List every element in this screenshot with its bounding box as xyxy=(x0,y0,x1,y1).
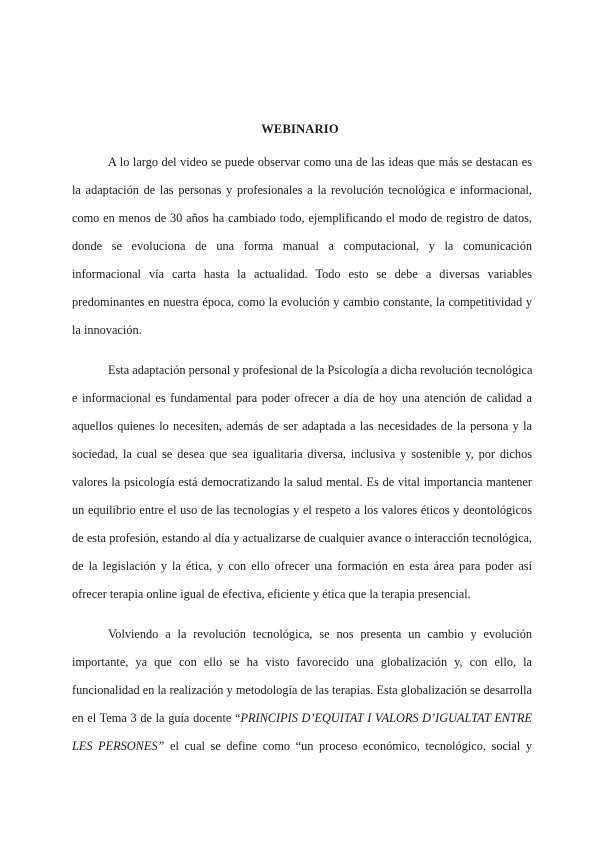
paragraph-2-line-2: e informacional es fundamental para poder ofrecer a día de hoy una atención de calidad a xyxy=(72,391,532,405)
paragraph-2-line-4: sociedad, la cual se desea que sea igualitaria diversa, inclusiva y sostenible y, por dichos xyxy=(72,447,532,461)
paragraph-2-line-6: un equilibrio entre el uso de las tecnologías y el respeto a los valores éticos y deontológicos xyxy=(72,503,532,517)
paragraph-1-line-4: donde se evoluciona de una forma manual a computacional, y la comunicación xyxy=(72,239,532,253)
paragraph-1-line-1: A lo largo del video se puede observar como una de las ideas que más se destacan es xyxy=(108,155,532,169)
paragraph-3-line-1: Volviendo a la revolución tecnológica, se nos presenta un cambio y evolución xyxy=(108,627,532,641)
paragraph-3-line-4 xyxy=(72,710,532,726)
paragraph-1-line-3: como en menos de 30 años ha cambiado todo, ejemplificando el modo de registro de datos, xyxy=(72,211,532,225)
paragraph-1-line-6: predominantes en nuestra época, como la evolución y cambio constante, la competitividad y xyxy=(72,295,532,309)
guide-title-italic-part-1: PRINCIPIS D’EQUITAT I VALORS D’IGUALTAT ENTRE xyxy=(240,711,532,725)
document-title: WEBINARIO xyxy=(261,122,339,136)
paragraph-1-line-2: la adaptación de las personas y profesionales a la revolución tecnológica e informacional, xyxy=(72,183,532,197)
paragraph-3-line-5-text: el cual se define como “un proceso económico, tecnológico, social y xyxy=(164,739,532,753)
guide-title-italic-part-2: LES PERSONES” xyxy=(72,739,165,753)
paragraph-2-line-9: ofrecer terapia online igual de efectiva, eficiente y ética que la terapia presencial. xyxy=(72,587,471,601)
paragraph-2-line-3: aquellos quienes lo necesiten, además de ser adaptada a las necesidades de la persona y la xyxy=(72,419,532,433)
paragraph-2-line-1: Esta adaptación personal y profesional de la Psicología a dicha revolución tecnológica xyxy=(108,363,533,377)
paragraph-3-line-2: importante, ya que con ello se ha visto favorecido una globalización y, con ello, la xyxy=(72,655,532,669)
paragraph-2-line-8: de la legislación y la ética, y con ello ofrecer una formación en esta área para poder así xyxy=(72,559,532,573)
paragraph-3-line-3: funcionalidad en la realización y metodología de las terapias. Esta globalización se desarrolla xyxy=(72,683,532,697)
paragraph-1-line-7: la innovación. xyxy=(72,323,142,337)
paragraph-1-line-5: informacional vía carta hasta la actualidad. Todo esto se debe a diversas variables xyxy=(72,267,532,281)
paragraph-3-line-4-text: en el Tema 3 de la guía docente “ xyxy=(72,711,241,725)
paragraph-2-line-7: de esta profesión, estando al día y actualizarse de cualquier avance o interacción tecnológica, xyxy=(72,531,532,545)
paragraph-2-line-5: valores la psicología está democratizando la salud mental. Es de vital importancia mantener xyxy=(72,475,532,489)
paragraph-3-line-5 xyxy=(72,738,532,754)
